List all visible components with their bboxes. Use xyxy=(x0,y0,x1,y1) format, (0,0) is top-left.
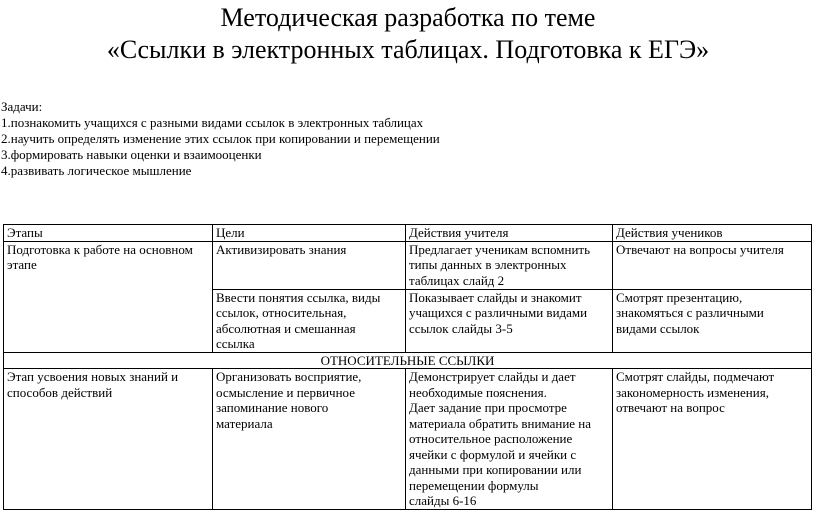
section-band-row xyxy=(4,352,812,369)
table-row xyxy=(4,369,812,510)
task-item: 4.развивать логическое мышление xyxy=(1,163,192,178)
cell-goal: Активизировать знания xyxy=(213,241,406,289)
section-band: ОТНОСИТЕЛЬНЫЕ ССЫЛКИ xyxy=(4,352,812,369)
cell-students: Смотрят презентацию, знакомяться с различными видами ссылок xyxy=(613,289,812,352)
task-item: 2.научить определять изменение этих ссылок при копировании и перемещении xyxy=(1,131,440,146)
cell-goal: Организовать восприятие, осмысление и первичное запоминание нового материала xyxy=(213,369,406,510)
cell-goal: Ввести понятия ссылка, виды ссылок, относительная, абсолютная и смешанная ссылка xyxy=(213,289,406,352)
cell-students: Смотрят слайды, подмечают закономерность изменения, отвечают на вопрос xyxy=(613,369,812,510)
header-student-actions: Действия учеников xyxy=(613,225,812,242)
lesson-plan-table xyxy=(3,224,812,510)
cell-students: Отвечают на вопросы учителя xyxy=(613,241,812,289)
cell-stage: Подготовка к работе на основном этапе xyxy=(4,241,213,352)
document-title-line2: «Ссылки в электронных таблицах. Подготовка к ЕГЭ» xyxy=(106,35,710,64)
tasks-heading: Задачи: xyxy=(1,99,43,114)
header-goals: Цели xyxy=(213,225,406,242)
cell-teacher: Показывает слайды и знакомит учащихся с различными видами ссылок слайды 3-5 xyxy=(406,289,613,352)
cell-stage: Этап усвоения новых знаний и способов действий xyxy=(4,369,213,510)
header-stages: Этапы xyxy=(4,225,213,242)
task-item: 1.познакомить учащихся с разными видами ссылок в электронных таблицах xyxy=(1,115,424,130)
cell-teacher: Предлагает ученикам вспомнить типы данных в электронных таблицах слайд 2 xyxy=(406,241,613,289)
cell-teacher: Демонстрирует слайды и дает необходимые пояснения. Дает задание при просмотре материала обратить внимание на относительное расположение ячейки с формулой и ячейки с данными при копировании или перемещении формулы слайды 6-16 xyxy=(406,369,613,510)
header-teacher-actions: Действия учителя xyxy=(406,225,613,242)
task-item: 3.формировать навыки оценки и взаимооценки xyxy=(1,147,262,162)
document-title-line1: Методическая разработка по теме xyxy=(220,3,596,32)
table-header-row xyxy=(4,225,812,242)
tasks-section xyxy=(1,99,440,179)
table-row xyxy=(4,241,812,289)
